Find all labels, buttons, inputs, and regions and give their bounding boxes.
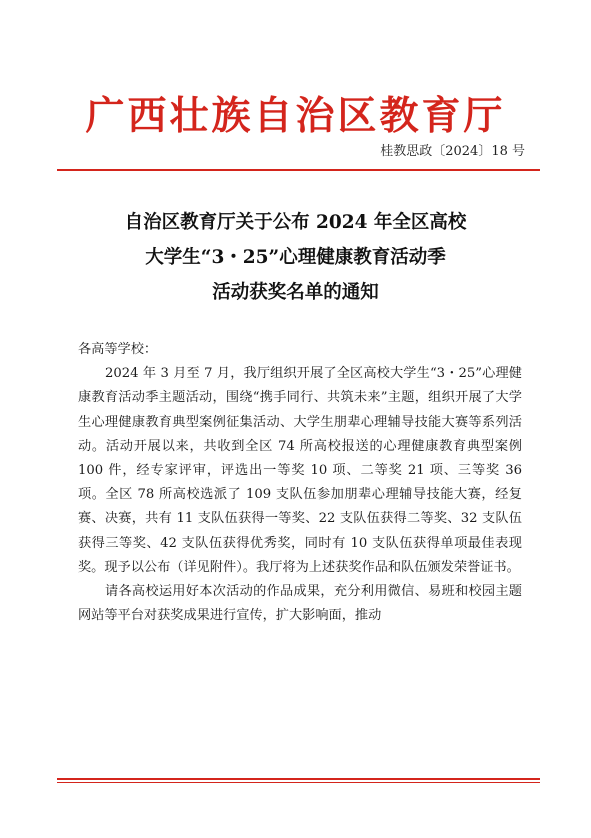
notice-title-line-3: 活动获奖名单的通知 [212, 282, 379, 303]
document-number: 桂教思政〔2024〕18 号 [380, 144, 525, 159]
footer-red-rule-thick [57, 778, 540, 780]
notice-title-line-2: 大学生“3・25”心理健康教育活动季 [145, 247, 446, 268]
body-paragraph-1: 2024 年 3 月至 7 月，我厅组织开展了全区高校大学生“3・25”心理健康教育活动季主题活动，围绕“携手同行、共筑未来”主题，组织开展了大学生心理健康教育典型案例征集活动、大学生朋辈心理辅导技能大赛等系列活动。活动开展以来，共收到全区 74 所高校报送的心理健康教育典型案例 100 件，经专家评审，评选出一等奖 10 项、二等奖 21 项、三等奖 36 项。全区 78 所高校选派了 109 支队伍参加朋辈心理辅导技能大赛，经复赛、决赛，共有 11 支队伍获得一等奖、22 支队伍获得二等奖、32 支队伍获得三等奖、42 支队伍获得优秀奖，同时有 10 支队伍获得单项最佳表现奖。现予以公布（详见附件）。我厅将为上述获奖作品和队伍颁发荣誉证书。 [78, 366, 522, 575]
header-red-rule [57, 169, 540, 171]
salutation: 各高等学校： [78, 342, 158, 357]
notice-body [78, 338, 522, 628]
notice-title [0, 205, 591, 310]
notice-title-line-1: 自治区教育厅关于公布 2024 年全区高校 [124, 212, 467, 233]
issuing-authority-title: 广西壮族自治区教育厅 [85, 93, 506, 139]
body-paragraph-2: 请各高校运用好本次活动的作品成果，充分利用微信、易班和校园主题网站等平台对获奖成果进行宣传，扩大影响面，推动 [78, 584, 522, 624]
footer-red-rule-thin [57, 782, 540, 783]
